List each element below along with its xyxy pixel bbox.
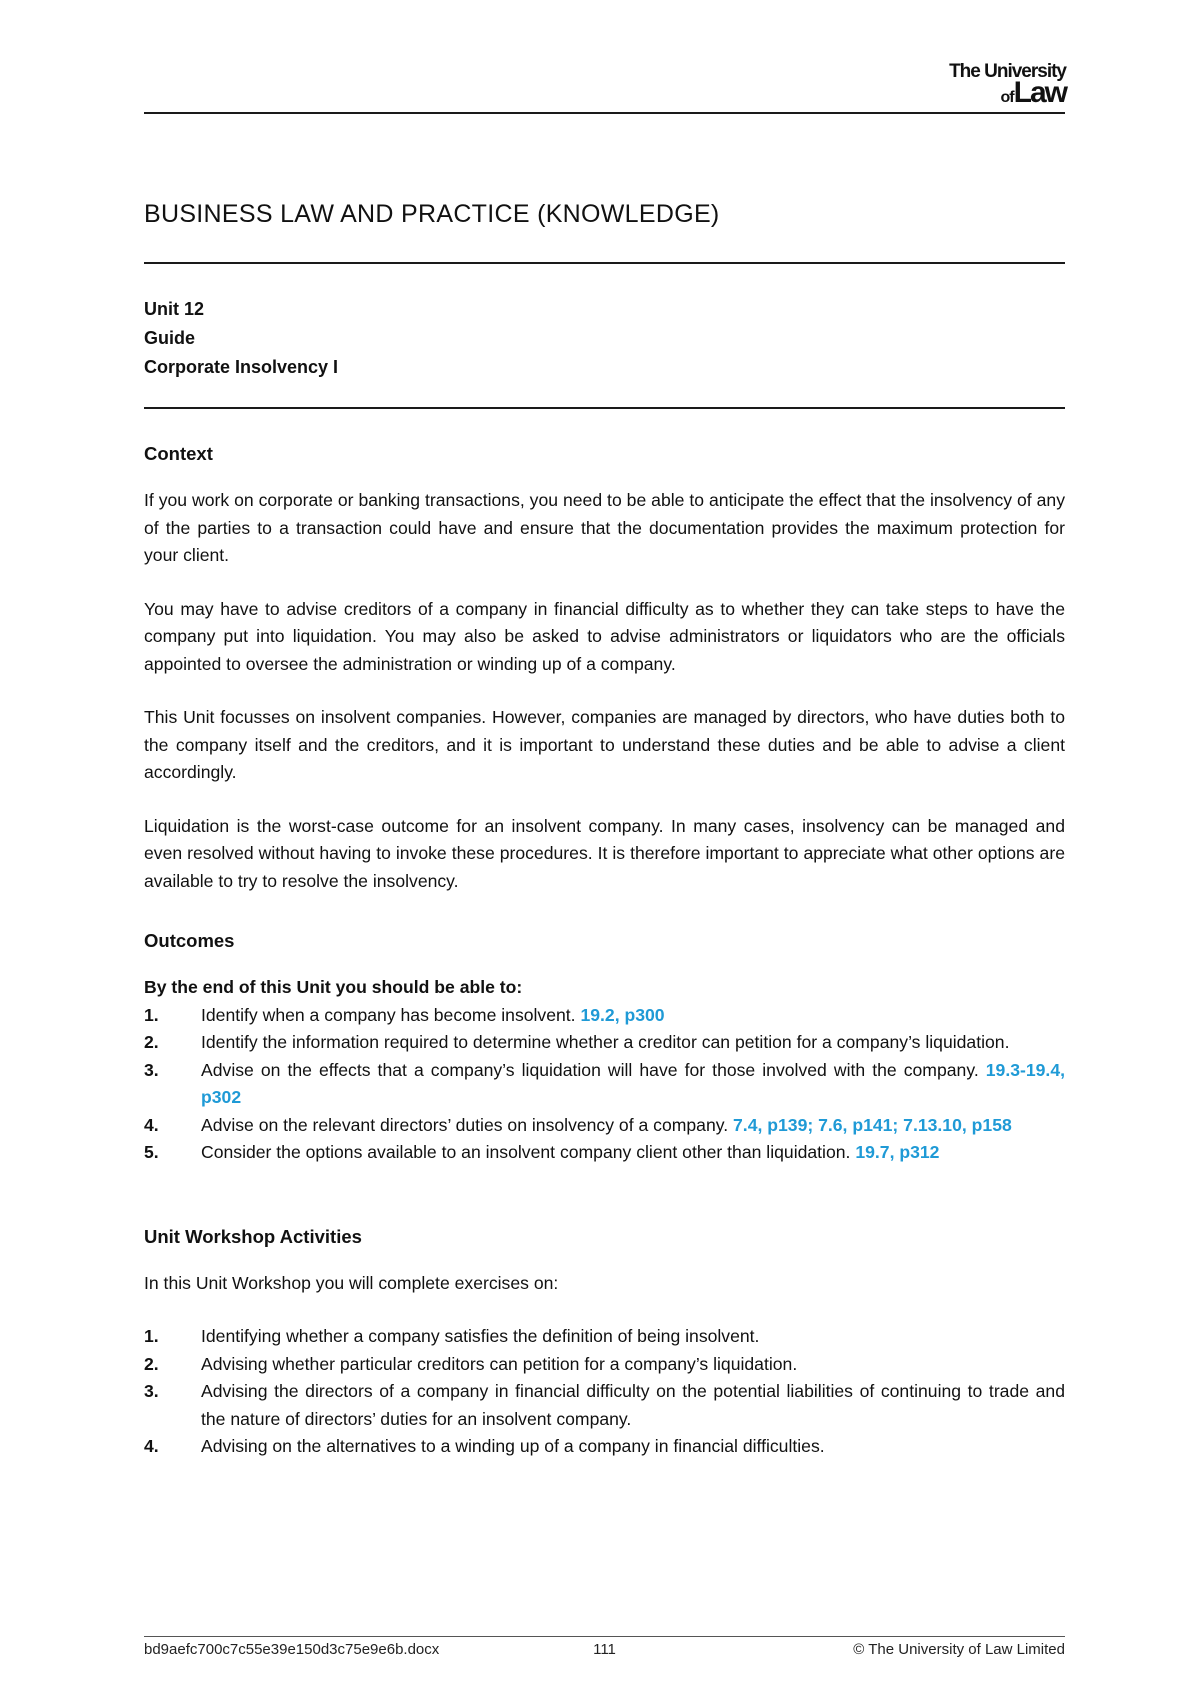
list-item: 2. Advising whether particular creditors can petition for a company’s liquidation. (144, 1353, 798, 1374)
context-paragraph: Liquidation is the worst-case outcome for an insolvent company. In many cases, insolvency can be managed and even resolved without having to invoke these procedures. It is therefore important to appreciate what other options are available to try to resolve the insolvency. (144, 815, 1065, 891)
context-paragraph: You may have to advise creditors of a company in financial difficulty as to whether they can take steps to have the company put into liquidation. You may also be asked to advise administrators or liquidators who are the officials appointed to oversee the administration or winding up of a company. (144, 598, 1065, 674)
unit-topic: Corporate Insolvency I (144, 357, 339, 377)
context-section (144, 440, 1065, 895)
list-item: 5. Consider the options available to an insolvent company client other than liquidation. 19.7, p312 (144, 1142, 940, 1162)
list-item: 2. Identify the information required to determine whether a creditor can petition for a company’s liquidation. (144, 1032, 1010, 1052)
page-reference: 19.2, p300 (580, 1004, 665, 1025)
logo-law: Law (1013, 76, 1066, 109)
outcomes-section (144, 927, 1065, 1167)
footer-divider (144, 1636, 1065, 1637)
workshop-intro: In this Unit Workshop you will complete exercises on: (144, 1272, 559, 1293)
logo-of: of (1000, 89, 1014, 106)
title-divider (144, 262, 1065, 264)
university-logo (856, 62, 1066, 108)
workshop-list (144, 1323, 1065, 1461)
footer-page-number: 111 (593, 1641, 616, 1658)
page-title: BUSINESS LAW AND PRACTICE (KNOWLEDGE) (144, 200, 720, 228)
workshop-heading: Unit Workshop Activities (144, 1225, 362, 1247)
list-item: 3. Advise on the effects that a company’s liquidation will have for those involved with the company. 19.3-19.4, p302 (144, 1059, 1065, 1107)
outcomes-list (144, 1002, 1065, 1167)
context-paragraph: If you work on corporate or banking transactions, you need to be able to anticipate the effect that the insolvency of any of the parties to a transaction could have and ensure that the documentation provides the maximum protection for your client. (144, 490, 1065, 565)
list-item: 1. Identifying whether a company satisfies the definition of being insolvent. (144, 1326, 760, 1346)
logo-line1: The University (949, 61, 1066, 82)
footer-filename: bd9aefc700c7c55e39e150d3c75e9e6b.docx (144, 1641, 440, 1658)
page-reference: 7.4, p139; 7.6, p141; 7.13.10, p158 (733, 1114, 1012, 1135)
list-item: 1. Identify when a company has become insolvent. 19.2, p300 (144, 1004, 665, 1025)
header-divider (144, 112, 1065, 114)
outcomes-heading: Outcomes (144, 930, 235, 951)
unit-type: Guide (144, 328, 196, 348)
unit-info (144, 295, 338, 382)
context-paragraph: This Unit focusses on insolvent companies. However, companies are managed by directors, who have duties both to the company itself and the creditors, and it is important to understand these duties and be able to advise a client accordingly. (144, 707, 1065, 782)
context-heading: Context (144, 443, 213, 464)
unit-divider (144, 407, 1065, 409)
workshop-section (144, 1223, 1065, 1461)
list-item: 3. Advising the directors of a company in financial difficulty on the potential liabilities of continuing to trade and the nature of directors’ duties for an insolvent company. (144, 1381, 1065, 1429)
unit-number: Unit 12 (144, 299, 205, 319)
list-item: 4. Advising on the alternatives to a winding up of a company in financial difficulties. (144, 1436, 825, 1456)
outcomes-lead: By the end of this Unit you should be able to: (144, 977, 523, 997)
footer-copyright: © The University of Law Limited (853, 1641, 1065, 1658)
page-reference: 19.3-19.4, p302 (201, 1059, 1065, 1107)
page-reference: 19.7, p312 (855, 1142, 940, 1162)
list-item: 4. Advise on the relevant directors’ duties on insolvency of a company. 7.4, p139; 7.6, p141; 7.13.10, p158 (144, 1114, 1012, 1135)
document-body (144, 440, 1065, 1461)
